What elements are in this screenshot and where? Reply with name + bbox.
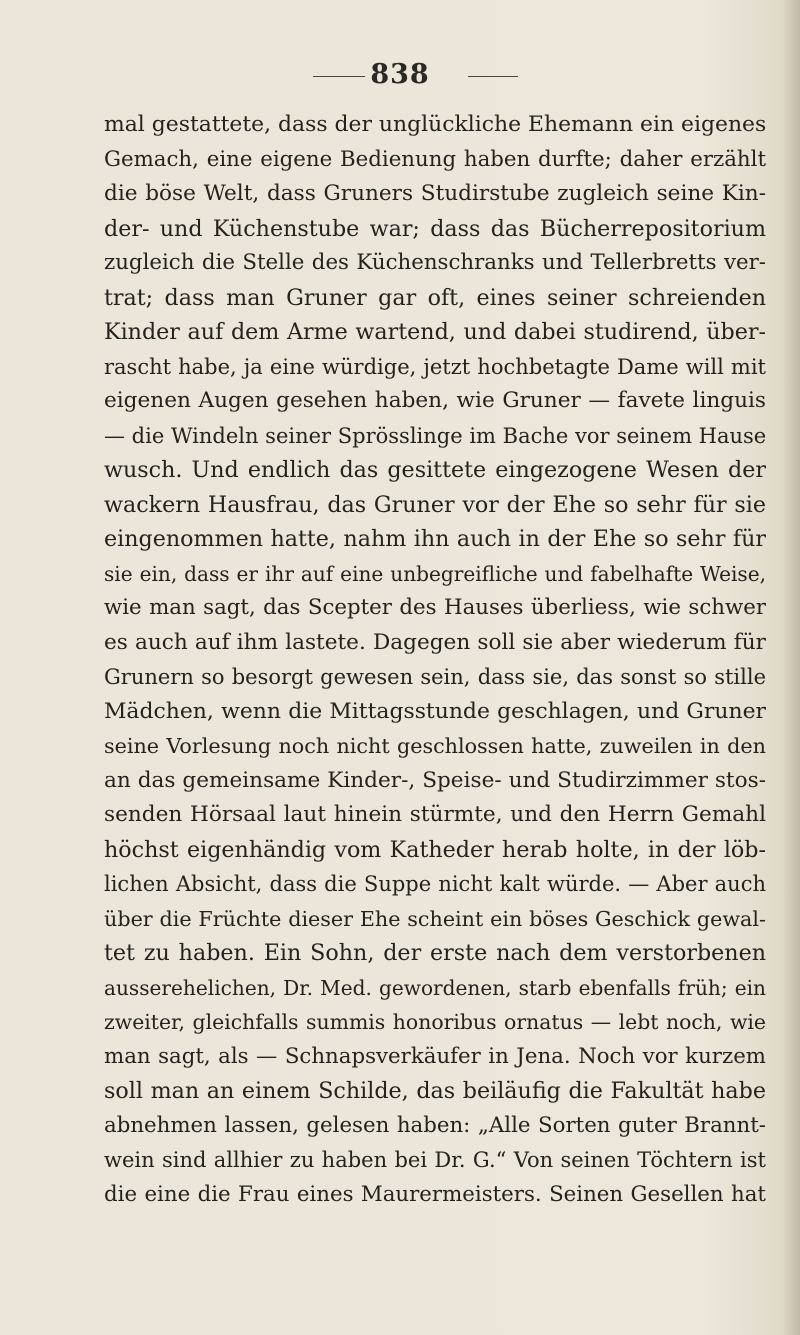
- text-line: — die Windeln seiner Sprösslinge im Bache vor seinem Hause: [104, 423, 766, 448]
- text-line: wein sind allhier zu haben bei Dr. G.“ Von seinen Töchtern ist: [104, 1148, 766, 1172]
- page-number: 838: [370, 59, 430, 90]
- text-line: es auch auf ihm lastete. Dagegen soll sie aber wiederum für: [104, 629, 766, 655]
- text-line: abnehmen lassen, gelesen haben: „Alle Sorten guter Brannt-: [104, 1112, 766, 1138]
- text-line: lichen Absicht, dass die Suppe nicht kalt würde. — Aber auch: [104, 872, 766, 896]
- text-line: höchst eigenhändig vom Katheder herab holte, in der löb-: [104, 836, 766, 863]
- text-line: zweiter, gleichfalls summis honoribus ornatus — lebt noch, wie: [104, 1010, 766, 1034]
- text-line: Mädchen, wenn die Mittagsstunde geschlagen, und Gruner: [104, 698, 766, 724]
- text-line: an das gemeinsame Kinder-, Speise- und Studirzimmer stos-: [104, 767, 766, 793]
- text-line: die eine die Frau eines Maurermeisters. Seinen Gesellen hat: [104, 1181, 766, 1207]
- text-line: Gemach, eine eigene Bedienung haben durfte; daher erzählt: [104, 146, 766, 172]
- text-line: zugleich die Stelle des Küchenschranks und Tellerbretts ver-: [104, 250, 766, 275]
- text-line: wackern Hausfrau, das Gruner vor der Ehe so sehr für sie: [104, 491, 766, 518]
- text-line: trat; dass man Gruner gar oft, eines seiner schreienden: [104, 284, 766, 311]
- text-line: über die Früchte dieser Ehe scheint ein böses Geschick gewal-: [104, 906, 766, 931]
- text-line: man sagt, als — Schnapsverkäufer in Jena. Noch vor kurzem: [104, 1043, 766, 1069]
- text-line: rascht habe, ja eine würdige, jetzt hochbetagte Dame will mit: [104, 354, 766, 379]
- text-line: eingenommen hatte, nahm ihn auch in der Ehe so sehr für: [104, 526, 766, 552]
- text-line: senden Hörsaal laut hinein stürmte, und den Herrn Gemahl: [104, 802, 766, 827]
- text-line: die böse Welt, dass Gruners Studirstube zugleich seine Kin-: [104, 181, 766, 206]
- text-line: seine Vorlesung noch nicht geschlossen hatte, zuweilen in den: [104, 734, 766, 758]
- text-line: wusch. Und endlich das gesittete eingezogene Wesen der: [104, 457, 766, 483]
- page-header: [0, 58, 800, 92]
- header-rule-right: [468, 76, 518, 77]
- text-line: sie ein, dass er ihr auf eine unbegreifliche und fabelhafte Weise,: [104, 561, 766, 586]
- text-line: tet zu haben. Ein Sohn, der erste nach dem verstorbenen: [104, 940, 766, 966]
- text-line: soll man an einem Schilde, das beiläufig die Fakultät habe: [104, 1078, 766, 1104]
- text-line: Kinder auf dem Arme wartend, und dabei studirend, über-: [104, 319, 766, 345]
- text-line: der- und Küchenstube war; dass das Bücherrepositorium: [104, 215, 766, 242]
- text-line: Grunern so besorgt gewesen sein, dass sie, das sonst so stille: [104, 665, 766, 689]
- body-text: [104, 108, 766, 1212]
- text-line: mal gestattete, dass der unglückliche Ehemann ein eigenes: [104, 112, 766, 137]
- text-line: eigenen Augen gesehen haben, wie Gruner — favete linguis: [104, 388, 766, 413]
- text-line: ausserehelichen, Dr. Med. gewordenen, starb ebenfalls früh; ein: [104, 975, 766, 1000]
- page-edge-shadow: [782, 0, 800, 1335]
- text-line: wie man sagt, das Scepter des Hauses überliess, wie schwer: [104, 595, 766, 620]
